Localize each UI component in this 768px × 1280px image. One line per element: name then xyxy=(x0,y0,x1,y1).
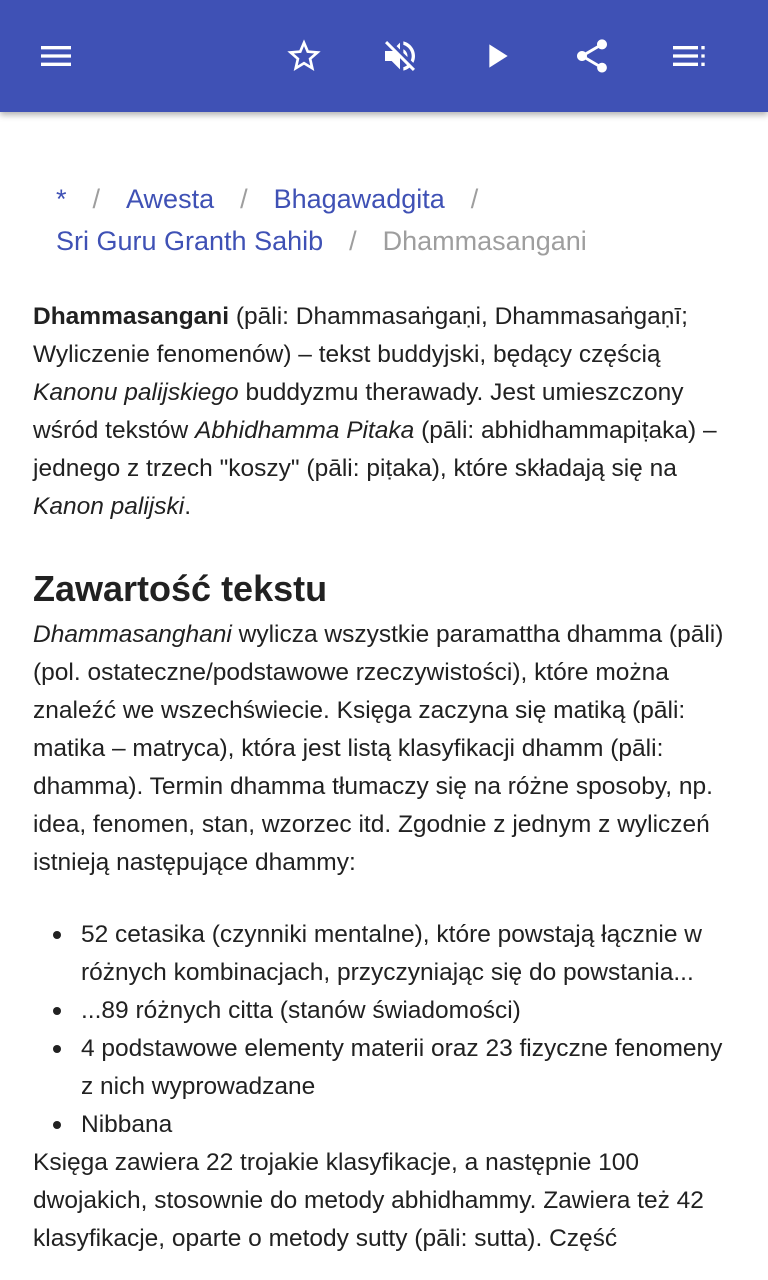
section-heading: Zawartość tekstu xyxy=(33,568,328,609)
menu-icon xyxy=(36,36,76,76)
menu-button[interactable] xyxy=(28,28,84,84)
list-item: ...89 różnych citta (stanów świadomości) xyxy=(81,992,733,1030)
breadcrumb-separator: / xyxy=(92,184,101,214)
share-button[interactable] xyxy=(564,28,620,84)
section-paragraph: Dhammasanghani wylicza wszystkie paramattha dhamma (pāli) (pol. ostateczne/podstawowe rzeczywistości), które można znaleźć we wszechświecie. Księga zaczyna się matiką (pāli: matika – matryca), która jest listą klasyfikacji dhamm (pāli: dhamma). Termin dhamma tłumaczy się na różne sposoby, np. idea, fenomen, stan, wzorzec itd. Zgodnie z jednym z wyliczeń istnieją następujące dhammy: xyxy=(33,621,724,876)
breadcrumb-item-awesta[interactable]: Awesta xyxy=(126,184,215,214)
app-toolbar xyxy=(0,0,768,112)
closing-paragraph: Księga zawiera 22 trojakie klasyfikacje, a następnie 100 dwojakich, stosownie do metody abhidhammy. Zawiera też 42 klasyfikacje, oparte o metody sutty (pāli: sutta). Część xyxy=(33,1149,704,1252)
playlist-icon xyxy=(668,36,708,76)
article-term: Dhammasangani xyxy=(33,303,230,330)
list-item: 4 podstawowe elementy materii oraz 23 fizyczne fenomeny z nich wyprowadzane xyxy=(81,1030,733,1106)
mute-button[interactable] xyxy=(372,28,428,84)
breadcrumb-separator: / xyxy=(240,184,248,214)
share-icon xyxy=(572,36,612,76)
breadcrumb-separator: / xyxy=(349,226,357,256)
list-item: Nibbana xyxy=(81,1106,733,1144)
breadcrumb-item-sri-guru-granth-sahib[interactable]: Sri Guru Granth Sahib xyxy=(56,226,324,256)
star-outline-icon xyxy=(284,36,324,76)
play-icon xyxy=(476,36,516,76)
favorite-button[interactable] xyxy=(276,28,332,84)
article-content xyxy=(33,112,733,1258)
play-button[interactable] xyxy=(468,28,524,84)
list-item: 52 cetasika (czynniki mentalne), które powstają łącznie w różnych kombinacjach, przyczyniając się do powstania... xyxy=(81,916,733,992)
breadcrumb-separator: / xyxy=(470,184,479,214)
volume-off-icon xyxy=(380,36,420,76)
intro-paragraph: Dhammasangani (pāli: Dhammasaṅgaṇi, Dhammasaṅgaṇī; Wyliczenie fenomenów) – tekst buddyjski, będący częścią Kanonu palijskiego buddyzmu therawady. Jest umieszczony wśród tekstów Abhidhamma Pitaka (pāli: abhidhammapiṭaka) – jednego z trzech "koszy" (pāli: piṭaka), które składają się na Kanon palijski. xyxy=(33,303,717,520)
breadcrumb-item-root[interactable]: * xyxy=(56,184,67,214)
dhamma-list xyxy=(33,916,733,1144)
contents-button[interactable] xyxy=(660,28,716,84)
breadcrumb-current: Dhammasangani xyxy=(382,226,587,256)
breadcrumb-item-bhagawadgita[interactable]: Bhagawadgita xyxy=(273,184,445,214)
breadcrumb xyxy=(56,178,733,262)
